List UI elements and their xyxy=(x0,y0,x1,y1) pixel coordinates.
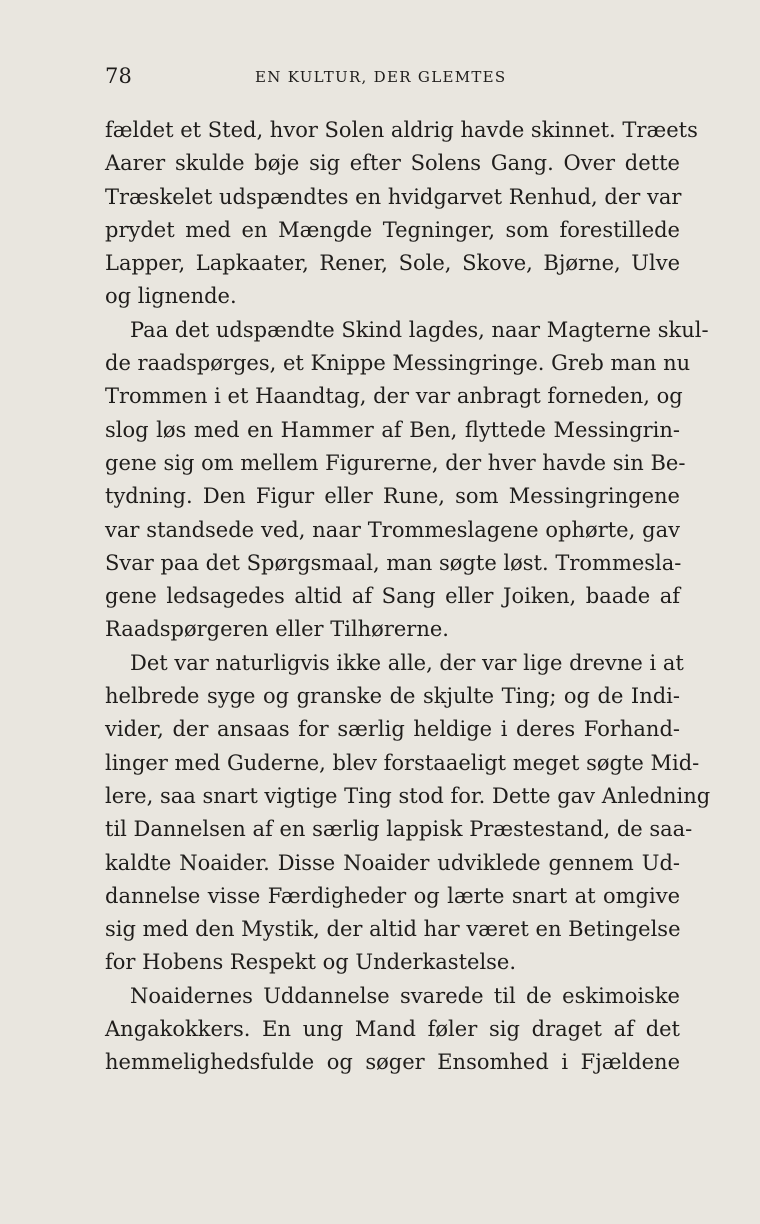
text-line: prydet med en Mængde Tegninger, som forestillede xyxy=(105,217,680,242)
text-line: hemmelighedsfulde og søger Ensomhed i Fjældene xyxy=(105,1050,680,1075)
text-line: helbrede syge og granske de skjulte Ting; og de Indi- xyxy=(105,684,680,709)
paragraph xyxy=(105,314,709,647)
text-line: vider, der ansaas for særlig heldige i deres Forhand- xyxy=(105,717,680,742)
text-line: Aarer skulde bøje sig efter Solens Gang. Over dette xyxy=(105,151,680,176)
text-line: sig med den Mystik, der altid har været en Betingelse xyxy=(105,917,681,942)
page-number: 78 xyxy=(105,64,133,88)
text-line: Lapper, Lapkaater, Rener, Sole, Skove, Bjørne, Ulve xyxy=(105,251,680,276)
running-title: EN KULTUR, DER GLEMTES xyxy=(255,68,507,86)
text-line: Angakokkers. En ung Mand føler sig draget af det xyxy=(105,1017,680,1042)
text-line: gene ledsagedes altid af Sang eller Joiken, baade af xyxy=(105,584,680,609)
paragraph xyxy=(105,647,711,980)
text-line: slog løs med en Hammer af Ben, flyttede Messingrin- xyxy=(105,417,680,442)
text-line: dannelse visse Færdigheder og lærte snart at omgive xyxy=(105,883,680,908)
text-line: kaldte Noaider. Disse Noaider udviklede gennem Ud- xyxy=(105,850,680,875)
text-line: var standsede ved, naar Trommeslagene ophørte, gav xyxy=(105,517,680,542)
page-header xyxy=(105,64,680,92)
text-line: lere, saa snart vigtige Ting stod for. Dette gav Anledning xyxy=(105,783,711,808)
text-line: Træskelet udspændtes en hvidgarvet Renhud, der var xyxy=(105,184,682,209)
text-line: Raadspørgeren eller Tilhørerne. xyxy=(105,617,449,642)
text-line: de raadspørges, et Knippe Messingringe. Greb man nu xyxy=(105,351,691,376)
text-line: og lignende. xyxy=(105,284,237,309)
text-line: Det var naturligvis ikke alle, der var lige drevne i at xyxy=(130,650,684,675)
text-line: Svar paa det Spørgsmaal, man søgte løst. Trommesla- xyxy=(105,550,682,575)
text-line: Paa det udspændte Skind lagdes, naar Magterne skul- xyxy=(130,317,709,342)
text-line: Noaidernes Uddannelse svarede til de eskimoiske xyxy=(130,983,680,1008)
body-text xyxy=(105,114,711,1080)
text-line: tydning. Den Figur eller Rune, som Messingringene xyxy=(105,484,680,509)
text-line: for Hobens Respekt og Underkastelse. xyxy=(105,950,517,975)
paragraph xyxy=(105,114,698,314)
paragraph xyxy=(105,980,680,1080)
text-line: linger med Guderne, blev forstaaeligt meget søgte Mid- xyxy=(105,750,700,775)
text-line: til Dannelsen af en særlig lappisk Præstestand, de saa- xyxy=(105,817,693,842)
text-line: gene sig om mellem Figurerne, der hver havde sin Be- xyxy=(105,450,686,475)
text-line: fældet et Sted, hvor Solen aldrig havde skinnet. Træets xyxy=(105,118,698,142)
text-line: Trommen i et Haandtag, der var anbragt forneden, og xyxy=(105,384,683,409)
